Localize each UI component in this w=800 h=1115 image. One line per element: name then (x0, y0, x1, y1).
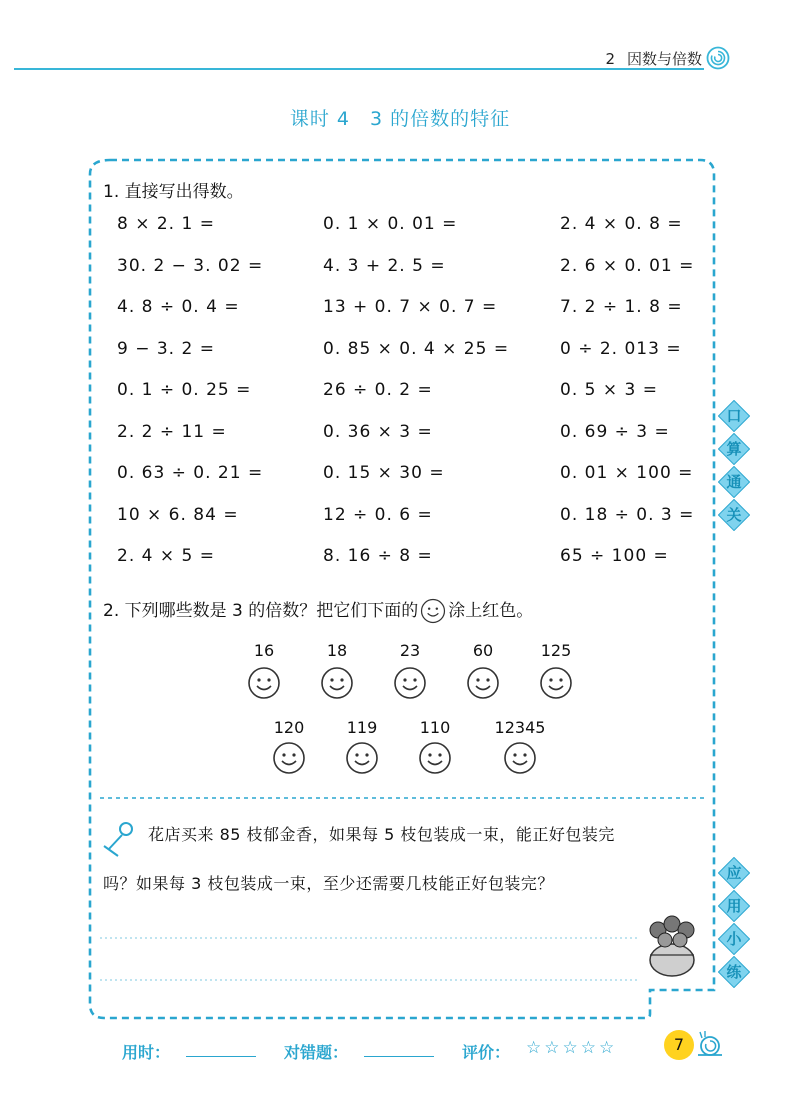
rating-label: 评价： (462, 1043, 511, 1062)
question-2-title (103, 596, 533, 624)
rating-stars[interactable]: ☆☆☆☆☆ (526, 1038, 618, 1058)
calc-item: 7. 2 ÷ 1. 8 = (560, 297, 683, 317)
calc-item: 0. 01 × 100 = (560, 463, 694, 483)
chapter-header (605, 48, 702, 69)
smiley-icon[interactable] (393, 666, 427, 700)
spiral-icon (706, 46, 730, 70)
calc-item: 2. 6 × 0. 01 = (560, 256, 695, 276)
calc-item: 4. 3 + 2. 5 = (323, 256, 446, 276)
smiley-icon[interactable] (466, 666, 500, 700)
smiley-icon[interactable] (247, 666, 281, 700)
smiley-icon[interactable] (272, 741, 306, 775)
calc-item: 0. 1 ÷ 0. 25 = (117, 380, 252, 400)
flower-basket-icon (650, 916, 694, 976)
calc-item: 12 ÷ 0. 6 = (323, 505, 433, 525)
answer-area[interactable] (100, 905, 640, 985)
calc-item: 0. 1 × 0. 01 = (323, 214, 458, 234)
side-tag: 通 (718, 466, 750, 498)
calc-item: 26 ÷ 0. 2 = (323, 380, 433, 400)
question-1-title: 1. 直接写出得数。 (103, 182, 244, 202)
number-label: 12345 (494, 718, 546, 737)
calc-item: 2. 4 × 5 = (117, 546, 215, 566)
calc-item: 9 − 3. 2 = (117, 339, 215, 359)
calc-item: 4. 8 ÷ 0. 4 = (117, 297, 240, 317)
side-tag: 口 (718, 400, 750, 432)
calc-item: 0 ÷ 2. 013 = (560, 339, 682, 359)
calc-item: 13 + 0. 7 × 0. 7 = (323, 297, 498, 317)
calc-item: 0. 18 ÷ 0. 3 = (560, 505, 695, 525)
number-label: 125 (540, 641, 572, 660)
calc-item: 65 ÷ 100 = (560, 546, 669, 566)
number-label: 60 (472, 641, 494, 660)
number-label: 18 (326, 641, 348, 660)
calc-item: 0. 63 ÷ 0. 21 = (117, 463, 264, 483)
side-tag: 用 (718, 890, 750, 922)
question-2-text-before: 2. 下列哪些数是 3 的倍数？把它们下面的 (103, 601, 419, 621)
question-2-text-after: 涂上红色。 (448, 601, 534, 621)
time-label: 用时： (122, 1043, 171, 1062)
calc-item: 0. 69 ÷ 3 = (560, 422, 670, 442)
smiley-icon (420, 598, 446, 624)
side-tag: 应 (718, 857, 750, 889)
side-tag: 算 (718, 433, 750, 465)
snail-icon (694, 1028, 724, 1058)
side-tag: 关 (718, 499, 750, 531)
number-label: 23 (399, 641, 421, 660)
calc-item: 0. 15 × 30 = (323, 463, 445, 483)
chapter-title: 因数与倍数 (626, 50, 702, 68)
calc-item: 8 × 2. 1 = (117, 214, 215, 234)
side-tag: 练 (718, 956, 750, 988)
calc-item: 0. 85 × 0. 4 × 25 = (323, 339, 510, 359)
smiley-icon[interactable] (345, 741, 379, 775)
smiley-icon[interactable] (539, 666, 573, 700)
calc-item: 0. 5 × 3 = (560, 380, 658, 400)
pushpin-icon (104, 823, 132, 856)
number-label: 16 (253, 641, 275, 660)
page-number: 7 (664, 1030, 694, 1060)
number-label: 120 (273, 718, 305, 737)
application-line-2: 吗？如果每 3 枝包装成一束，至少还需要几枝能正好包装完？ (103, 874, 554, 893)
calc-item: 8. 16 ÷ 8 = (323, 546, 433, 566)
header-divider (14, 68, 704, 70)
application-line-1: 花店买来 85 枝郁金香，如果每 5 枝包装成一束，能正好包装完 (148, 825, 615, 844)
chapter-number: 2 (605, 50, 615, 68)
errors-label: 对错题： (284, 1043, 349, 1062)
calc-item: 2. 4 × 0. 8 = (560, 214, 683, 234)
calc-item: 10 × 6. 84 = (117, 505, 239, 525)
calc-item: 2. 2 ÷ 11 = (117, 422, 227, 442)
number-label: 110 (419, 718, 451, 737)
side-tag: 小 (718, 923, 750, 955)
calc-item: 0. 36 × 3 = (323, 422, 433, 442)
time-input-line[interactable] (186, 1056, 256, 1057)
smiley-icon[interactable] (418, 741, 452, 775)
errors-input-line[interactable] (364, 1056, 434, 1057)
calc-item: 30. 2 − 3. 02 = (117, 256, 264, 276)
lesson-title: 课时 4 3 的倍数的特征 (289, 108, 511, 130)
smiley-icon[interactable] (503, 741, 537, 775)
number-label: 119 (346, 718, 378, 737)
smiley-icon[interactable] (320, 666, 354, 700)
